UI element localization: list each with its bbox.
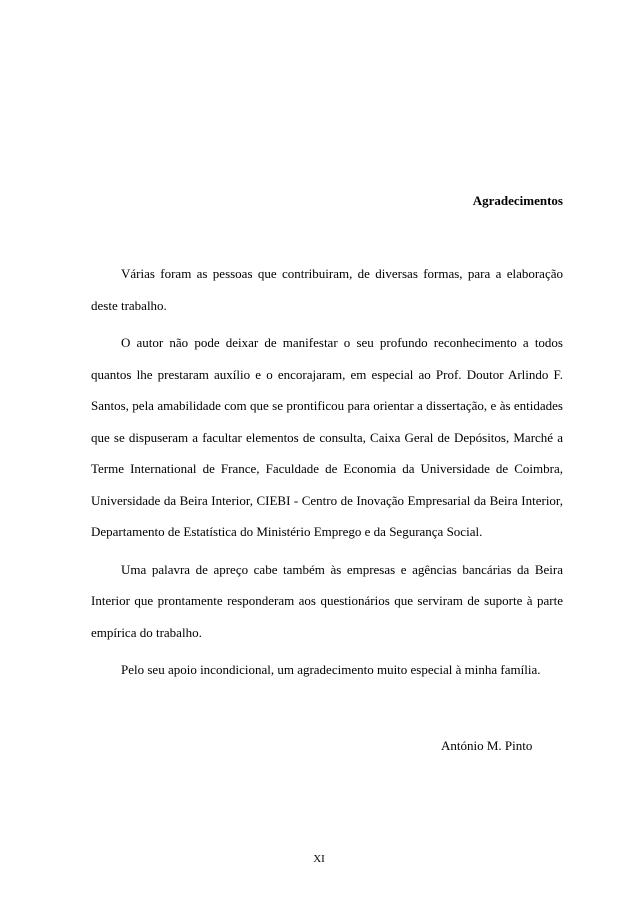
acknowledgements-body (91, 258, 563, 692)
paragraph-4: Pelo seu apoio incondicional, um agradecimento muito especial à minha família. (121, 662, 541, 677)
page-title: Agradecimentos (472, 193, 563, 208)
author-signature: António M. Pinto (441, 738, 533, 753)
paragraph-3: Uma palavra de apreço cabe também às empresas e agências bancárias da Beira Interior que prontamente responderam aos questionários que serviram de suporte à parte empírica do trabalho. (91, 561, 563, 640)
paragraph-2: O autor não pode deixar de manifestar o seu profundo reconhecimento a todos quantos lhe prestaram auxílio e o encorajaram, em especial ao Prof. Doutor Arlindo F. Santos, pela amabilidade com que se prontificou para orientar a dissertação, e às entidades que se dispuseram a facultar elementos de consulta, Caixa Geral de Depósitos, Marché a Terme International de France, Faculdade de Economia da Universidade de Coimbra, Universidade da Beira Interior, CIEBI - Centro de Inovação Empresarial da Beira Interior, Departamento de Estatística do Ministério Emprego e da Segurança Social. (91, 335, 563, 539)
page-number: XI (313, 853, 325, 865)
paragraph-1: Várias foram as pessoas que contribuiram, de diversas formas, para a elaboração deste trabalho. (91, 266, 563, 313)
